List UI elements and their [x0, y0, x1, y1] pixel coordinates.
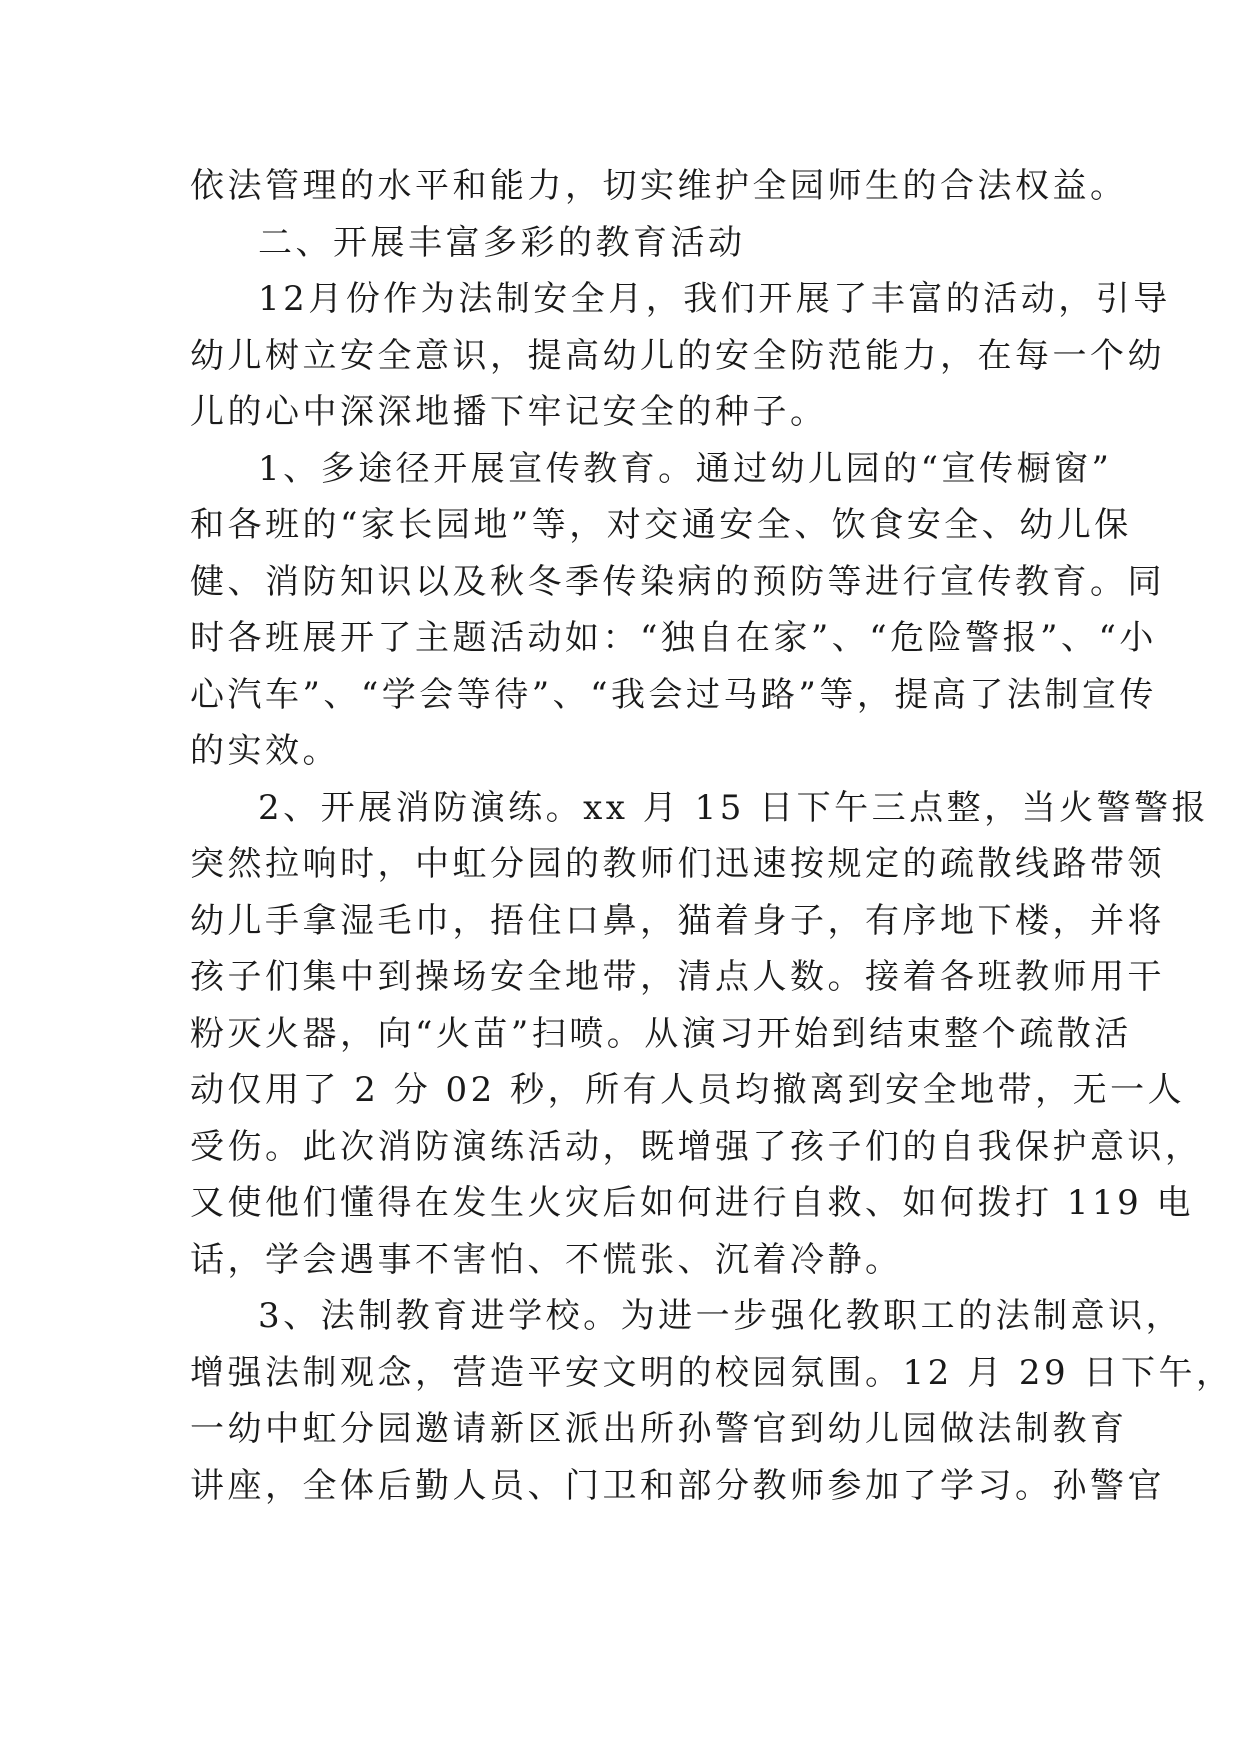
text-line: 粉灭火器，向“火苗”扫喷。从演习开始到结束整个疏散活 [190, 1013, 1132, 1054]
text-line: 幼儿手拿湿毛巾，捂住口鼻，猫着身子，有序地下楼，并将 [190, 900, 1165, 941]
text-line: 受伤。此次消防演练活动，既增强了孩子们的自我保护意识， [190, 1126, 1203, 1167]
text-line: 依法管理的水平和能力，切实维护全园师生的合法权益。 [190, 166, 1128, 206]
text-line: 一幼中虹分园邀请新区派出所孙警官到幼儿园做法制教育 [190, 1409, 1128, 1449]
text-line: 又使他们懂得在发生火灾后如何进行自救、如何拨打 119 电 [190, 1183, 1195, 1223]
document-body [190, 158, 1234, 1514]
text-line: 动仅用了 2 分 02 秒，所有人员均撤离到安全地带，无一人 [190, 1070, 1186, 1110]
text-line: 突然拉响时，中虹分园的教师们迅速按规定的疏散线路带领 [190, 844, 1165, 884]
section-heading: 二、开展丰富多彩的教育活动 [258, 222, 746, 263]
text-line: 12月份作为法制安全月，我们开展了丰富的活动，引导 [258, 279, 1171, 319]
text-line: 2、开展消防演练。xx 月 15 日下午三点整，当火警警报 [258, 787, 1210, 828]
text-line: 心汽车”、“学会等待”、“我会过马路”等，提高了法制宣传 [190, 674, 1157, 715]
text-line: 健、消防知识以及秋冬季传染病的预防等进行宣传教育。同 [190, 561, 1165, 602]
text-line: 时各班展开了主题活动如：“独自在家”、“危险警报”、“小 [190, 618, 1157, 658]
text-line: 3、法制教育进学校。为进一步强化教职工的法制意识， [258, 1296, 1184, 1336]
text-line: 孩子们集中到操场安全地带，清点人数。接着各班教师用干 [190, 957, 1165, 997]
text-line: 增强法制观念，营造平安文明的校园氛围。12 月 29 日下午， [190, 1352, 1234, 1393]
text-line: 话，学会遇事不害怕、不慌张、沉着冷静。 [190, 1239, 903, 1280]
text-line: 1、多途径开展宣传教育。通过幼儿园的“宣传橱窗” [258, 448, 1113, 489]
text-line: 儿的心中深深地播下牢记安全的种子。 [190, 392, 828, 432]
text-line: 讲座，全体后勤人员、门卫和部分教师参加了学习。孙警官 [190, 1465, 1165, 1506]
text-line: 幼儿树立安全意识，提高幼儿的安全防范能力，在每一个幼 [190, 335, 1165, 376]
text-line: 和各班的“家长园地”等，对交通安全、饮食安全、幼儿保 [190, 505, 1132, 545]
text-line: 的实效。 [190, 731, 340, 771]
